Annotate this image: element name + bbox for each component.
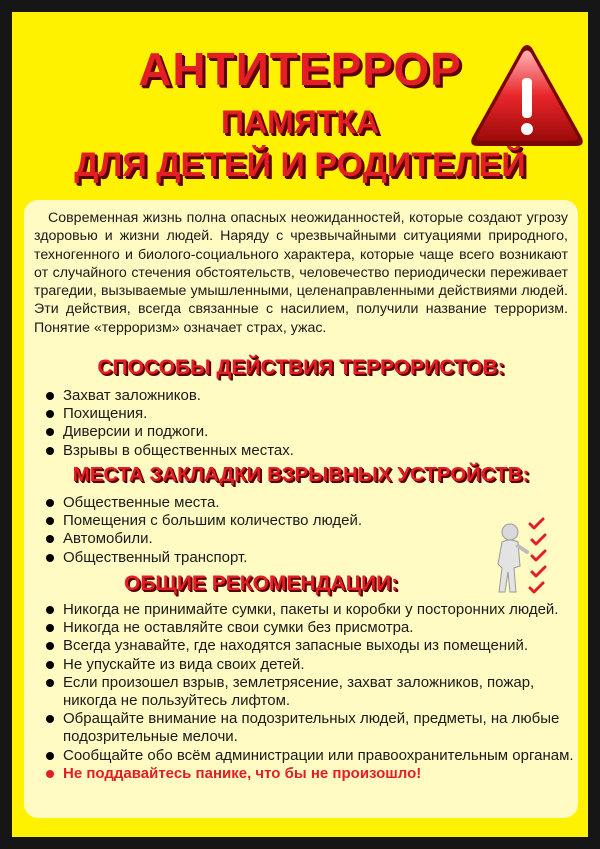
list-item: Общественные места.	[44, 494, 484, 512]
list-item: Если произошел взрыв, землетрясение, захват заложников, пожар, никогда не пользуйтесь лифтом.	[44, 674, 579, 710]
list-item: Общественный транспорт.	[44, 549, 484, 567]
warning-triangle-icon	[468, 40, 586, 152]
poster-audience: ДЛЯ ДЕТЕЙ И РОДИТЕЛЕЙ	[74, 146, 526, 184]
list-item: Никогда не оставляйте свои сумки без присмотра.	[44, 619, 579, 637]
list-item: Диверсии и поджоги.	[44, 423, 564, 441]
list-item: Помещения с большим количество людей.	[44, 512, 484, 530]
places-list	[44, 494, 484, 567]
methods-list	[44, 387, 564, 460]
list-item: Захват заложников.	[44, 387, 564, 405]
list-item: Всегда узнавайте, где находятся запасные выходы из помещений.	[44, 637, 579, 655]
list-item: Сообщайте обо всём администрации или правоохранительным органам.	[44, 747, 579, 765]
list-item: Автомобили.	[44, 530, 484, 548]
list-item: Взрывы в общественных местах.	[44, 442, 564, 460]
list-item: Обращайте внимание на подозрительных людей, предметы, на любые подозрительные мелочи.	[44, 710, 579, 746]
poster-title: АНТИТЕРРОР	[138, 43, 462, 95]
poster-subtitle: ПАМЯТКА	[221, 104, 379, 140]
final-warning-item: Не поддавайтесь панике, что бы не произошло!	[44, 765, 579, 783]
methods-heading: СПОСОБЫ ДЕЙСТВИЯ ТЕРРОРИСТОВ:	[97, 356, 505, 379]
list-item: Не упускайте из вида своих детей.	[44, 656, 579, 674]
list-item: Похищения.	[44, 405, 564, 423]
intro-text: Современная жизнь полна опасных неожиданностей, которые создают угрозу здоровью и жизни людей. Наряду с чрезвычайными ситуациями природного, техногенного и биолого-социального характера, которые чаще всего возникают от случайного стечения обстоятельств, человечество периодически переживает трагедии, вызываемые умышленными, целенаправленными действиями людей. Эти действия, всегда связанные с насилием, получили название терроризм. Понятие «терроризм» означает страх, ужас.	[34, 210, 568, 336]
places-heading: МЕСТА ЗАКЛАДКИ ВЗРЫВНЫХ УСТРОЙСТВ:	[72, 463, 530, 486]
recommendations-list	[44, 601, 579, 783]
list-item: Никогда не принимайте сумки, пакеты и коробки у посторонних людей.	[44, 601, 579, 619]
recommendations-heading: ОБЩИЕ РЕКОМЕНДАЦИИ:	[124, 572, 399, 595]
